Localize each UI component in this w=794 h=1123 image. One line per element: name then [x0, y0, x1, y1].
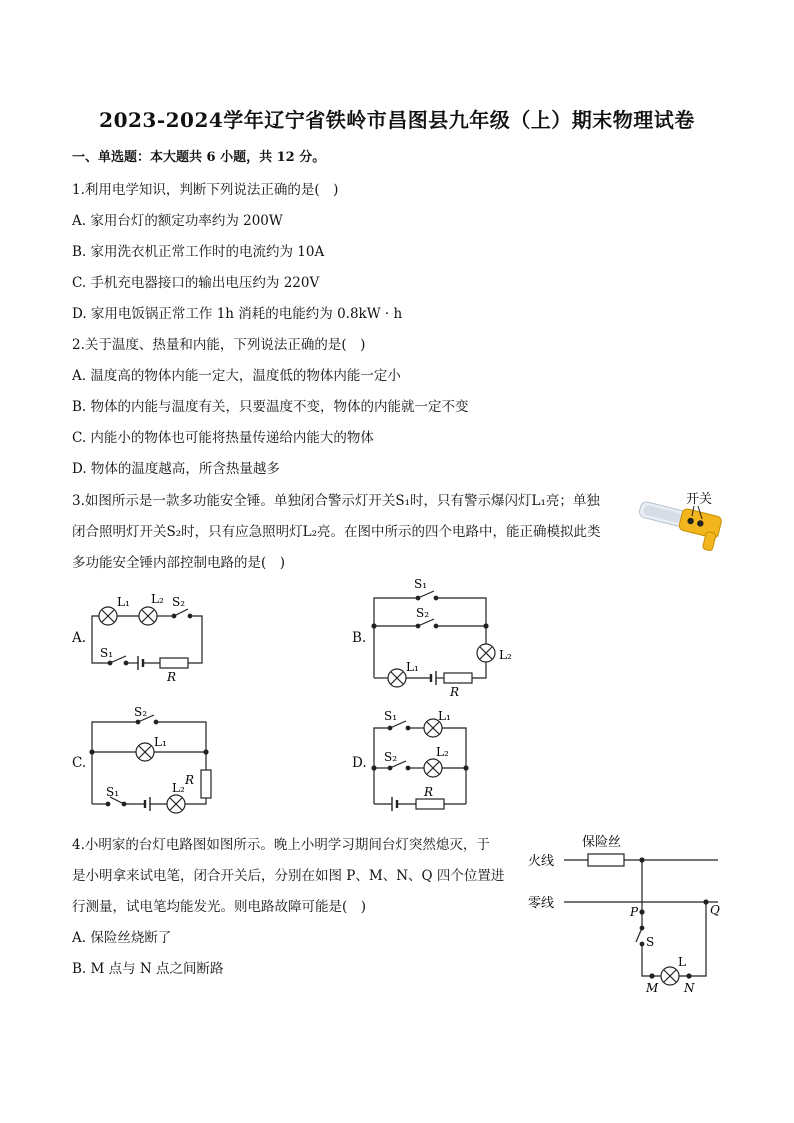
- label-l1: L₁: [154, 735, 167, 749]
- question-stem-line1: 3.如图所示是一款多功能安全锤。单独闭合警示灯开关S₁时，只有警示爆闪灯L₁亮；单独: [72, 493, 600, 509]
- label-l2: L₂: [436, 745, 449, 759]
- option-a[interactable]: A. 保险丝烧断了: [72, 930, 172, 946]
- option-c[interactable]: C. 手机充电器接口的输出电压约为 220V: [72, 275, 320, 291]
- label-s1: S₁: [384, 709, 398, 723]
- point-p-label: P: [630, 905, 639, 919]
- label-s2: S₂: [172, 595, 186, 609]
- question-stem-line2: 是小明拿来试电笔，闭合开关后，分别在如图 P、M、N、Q 四个位置进: [72, 868, 505, 884]
- lamp-l-label: L: [678, 955, 686, 969]
- option-d[interactable]: D. 物体的温度越高，所含热量越多: [72, 461, 280, 477]
- option-c[interactable]: C. 内能小的物体也可能将热量传递给内能大的物体: [72, 430, 374, 446]
- circuit-b: [366, 574, 516, 702]
- label-s1: S₁: [106, 785, 120, 799]
- question-stem: 2.关于温度、热量和内能，下列说法正确的是( ): [72, 337, 366, 353]
- circuit-c-letter[interactable]: C.: [72, 755, 87, 771]
- safety-hammer-image: [630, 486, 726, 552]
- option-d[interactable]: D. 家用电饭锅正常工作 1h 消耗的电能约为 0.8kW · h: [72, 306, 403, 322]
- neutral-wire-label: 零线: [528, 896, 555, 911]
- circuit-d: [366, 704, 476, 814]
- label-l1: L₁: [438, 709, 451, 723]
- label-s1: S₁: [100, 646, 114, 660]
- page-title: 2023-2024学年辽宁省铁岭市昌图县九年级（上）期末物理试卷: [99, 108, 695, 132]
- option-a[interactable]: A. 温度高的物体内能一定大，温度低的物体内能一定小: [72, 368, 401, 384]
- question-stem: 1.利用电学知识，判断下列说法正确的是( ): [72, 182, 339, 198]
- question-stem-line1: 4.小明家的台灯电路图如图所示。晚上小明学习期间台灯突然熄灭，于: [72, 837, 490, 853]
- section-heading: 一、单选题：本大题共 6 小题，共 12 分。: [72, 150, 326, 165]
- option-b[interactable]: B. 物体的内能与温度有关，只要温度不变，物体的内能就一定不变: [72, 399, 469, 415]
- question-stem-line3: 多功能安全锤内部控制电路的是( ): [72, 555, 286, 571]
- circuit-d-letter[interactable]: D.: [352, 755, 367, 771]
- label-s2: S₂: [384, 750, 398, 764]
- label-l1: L₁: [406, 660, 419, 674]
- option-b[interactable]: B. M 点与 N 点之间断路: [72, 961, 224, 977]
- circuit-a: [88, 590, 208, 685]
- point-q-label: Q: [710, 903, 720, 917]
- label-l2: L₂: [151, 592, 164, 606]
- fuse-label: 保险丝: [582, 835, 622, 850]
- circuit-a-letter[interactable]: A.: [72, 630, 87, 646]
- point-n-label: N: [684, 981, 695, 995]
- hammer-switch-label: 开关: [686, 492, 713, 507]
- circuit-b-letter[interactable]: B.: [352, 630, 367, 646]
- label-r: R: [167, 670, 177, 684]
- label-s1: S₁: [414, 577, 428, 591]
- question-stem-line2: 闭合照明灯开关S₂时，只有应急照明灯L₂亮。在图中所示的四个电路中，能正确模拟此类: [72, 524, 601, 540]
- label-l2: L₂: [172, 781, 185, 795]
- option-b[interactable]: B. 家用洗衣机正常工作时的电流约为 10A: [72, 244, 325, 260]
- label-r: R: [424, 785, 434, 799]
- label-r: R: [450, 685, 460, 699]
- point-m-label: M: [646, 981, 659, 995]
- label-r: R: [185, 773, 195, 787]
- label-l1: L₁: [117, 595, 130, 609]
- live-wire-label: 火线: [528, 854, 555, 869]
- circuit-c: [86, 704, 226, 816]
- label-l2: L₂: [499, 648, 512, 662]
- question-stem-line3: 行测量，试电笔均能发光。则电路故障可能是( ): [72, 899, 367, 915]
- label-s2: S₂: [416, 606, 430, 620]
- option-a[interactable]: A. 家用台灯的额定功率约为 200W: [72, 213, 283, 229]
- lamp-circuit-diagram: [524, 828, 724, 998]
- label-s2: S₂: [134, 705, 148, 719]
- switch-s-label: S: [646, 935, 655, 949]
